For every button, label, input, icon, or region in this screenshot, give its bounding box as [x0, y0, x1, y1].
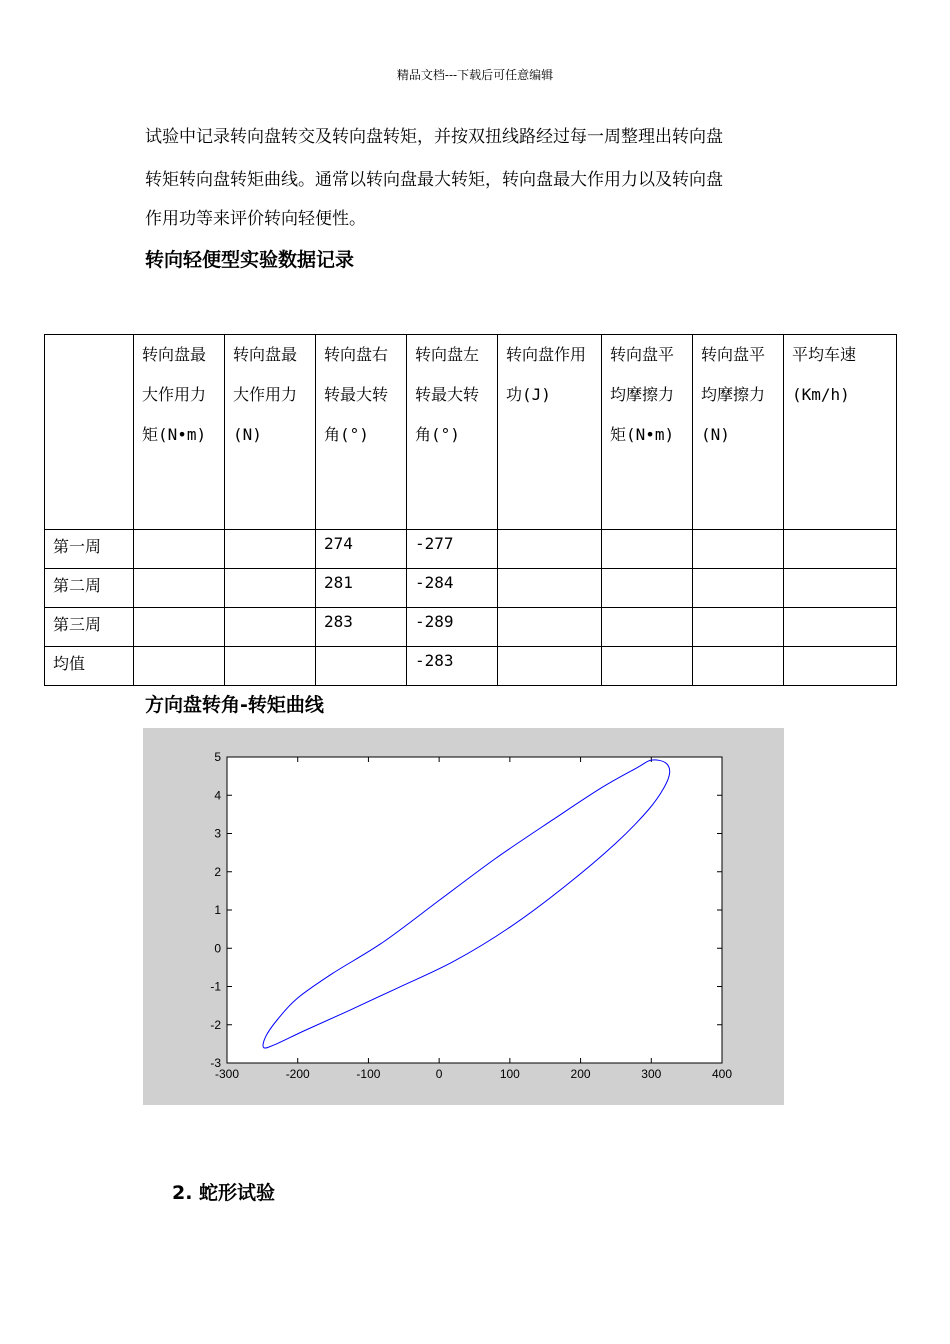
header-cell-friction-torque: 转向盘平均摩擦力矩(N•m): [602, 335, 693, 530]
table-cell: [693, 530, 784, 569]
table-cell: 283: [316, 608, 407, 647]
x-tick-label: 200: [570, 1067, 591, 1081]
header-cell-speed: 平均车速(Km/h): [784, 335, 897, 530]
chart-svg: [143, 728, 784, 1105]
table-cell: [225, 530, 316, 569]
header-cell-left-angle: 转向盘左转最大转角(°): [407, 335, 498, 530]
table-cell: [134, 608, 225, 647]
y-tick-label: -3: [210, 1056, 221, 1070]
y-tick-label: 5: [214, 750, 221, 764]
table-cell: [784, 647, 897, 686]
chart-figure: [143, 728, 784, 1105]
header-cell-empty: [45, 335, 134, 530]
table-cell: [225, 608, 316, 647]
table-cell: [498, 608, 602, 647]
header-cell-right-angle: 转向盘右转最大转角(°): [316, 335, 407, 530]
header-cell-work: 转向盘作用功(J): [498, 335, 602, 530]
x-tick-label: 300: [641, 1067, 662, 1081]
row-label: 第二周: [45, 569, 134, 608]
row-label: 第一周: [45, 530, 134, 569]
table-cell: [784, 608, 897, 647]
table-cell: -284: [407, 569, 498, 608]
y-tick-label: 2: [214, 864, 221, 879]
x-tick-label: 0: [435, 1067, 443, 1081]
data-table: [44, 334, 897, 686]
table-cell: [602, 530, 693, 569]
table-header-row: [45, 335, 897, 530]
header-cell-max-force: 转向盘最大作用力(N): [225, 335, 316, 530]
table-cell: [602, 647, 693, 686]
table-cell: [225, 569, 316, 608]
intro-line-2: 转矩转向盘转矩曲线。通常以转向盘最大转矩，转向盘最大作用力以及转向盘: [145, 170, 723, 190]
table-cell: [602, 608, 693, 647]
intro-line-1: 试验中记录转向盘转交及转向盘转矩，并按双扭线路经过每一周整理出转向盘: [145, 127, 723, 147]
x-tick-label: 400: [711, 1067, 733, 1081]
intro-line-3: 作用功等来评价转向轻便性。: [145, 209, 366, 229]
table-cell: [693, 569, 784, 608]
table-row: [45, 608, 897, 647]
y-tick-label: -1: [210, 979, 221, 994]
y-tick-label: 1: [214, 903, 221, 917]
table-cell: [498, 569, 602, 608]
x-tick-label: 100: [499, 1067, 520, 1081]
y-tick-label: 4: [214, 788, 221, 803]
table-cell: [498, 647, 602, 686]
header-cell-max-torque: 转向盘最大作用力矩(N•m): [134, 335, 225, 530]
table-cell: -277: [407, 530, 498, 569]
table-cell: [134, 647, 225, 686]
y-tick-label: 0: [214, 941, 221, 956]
table-cell: [693, 608, 784, 647]
x-tick-label: -200: [285, 1067, 310, 1081]
chart-title: 方向盘转角-转矩曲线: [145, 694, 324, 716]
table-row: [45, 530, 897, 569]
table-cell: [498, 530, 602, 569]
page-header: 精品文档---下载后可任意编辑: [396, 68, 554, 82]
row-label: 第三周: [45, 608, 134, 647]
y-tick-label: 3: [214, 826, 221, 841]
table-cell: 274: [316, 530, 407, 569]
header-cell-friction-force: 转向盘平均摩擦力(N): [693, 335, 784, 530]
section-2-title: 2. 蛇形试验: [172, 1182, 276, 1204]
x-tick-label: -100: [356, 1067, 381, 1081]
table-cell: [316, 647, 407, 686]
table-cell: [784, 530, 897, 569]
table-cell: -289: [407, 608, 498, 647]
table-cell: [225, 647, 316, 686]
plot-area: [227, 757, 722, 1063]
table-row: [45, 569, 897, 608]
table-cell: [602, 569, 693, 608]
table-cell: [134, 530, 225, 569]
section-title: 转向轻便型实验数据记录: [145, 249, 355, 271]
table-cell: [134, 569, 225, 608]
table-cell: [784, 569, 897, 608]
table-cell: [693, 647, 784, 686]
table-row: [45, 647, 897, 686]
table-cell: -283: [407, 647, 498, 686]
table-cell: 281: [316, 569, 407, 608]
y-tick-label: -2: [210, 1017, 221, 1032]
row-label: 均值: [45, 647, 134, 686]
x-tick-label: -300: [214, 1067, 240, 1081]
